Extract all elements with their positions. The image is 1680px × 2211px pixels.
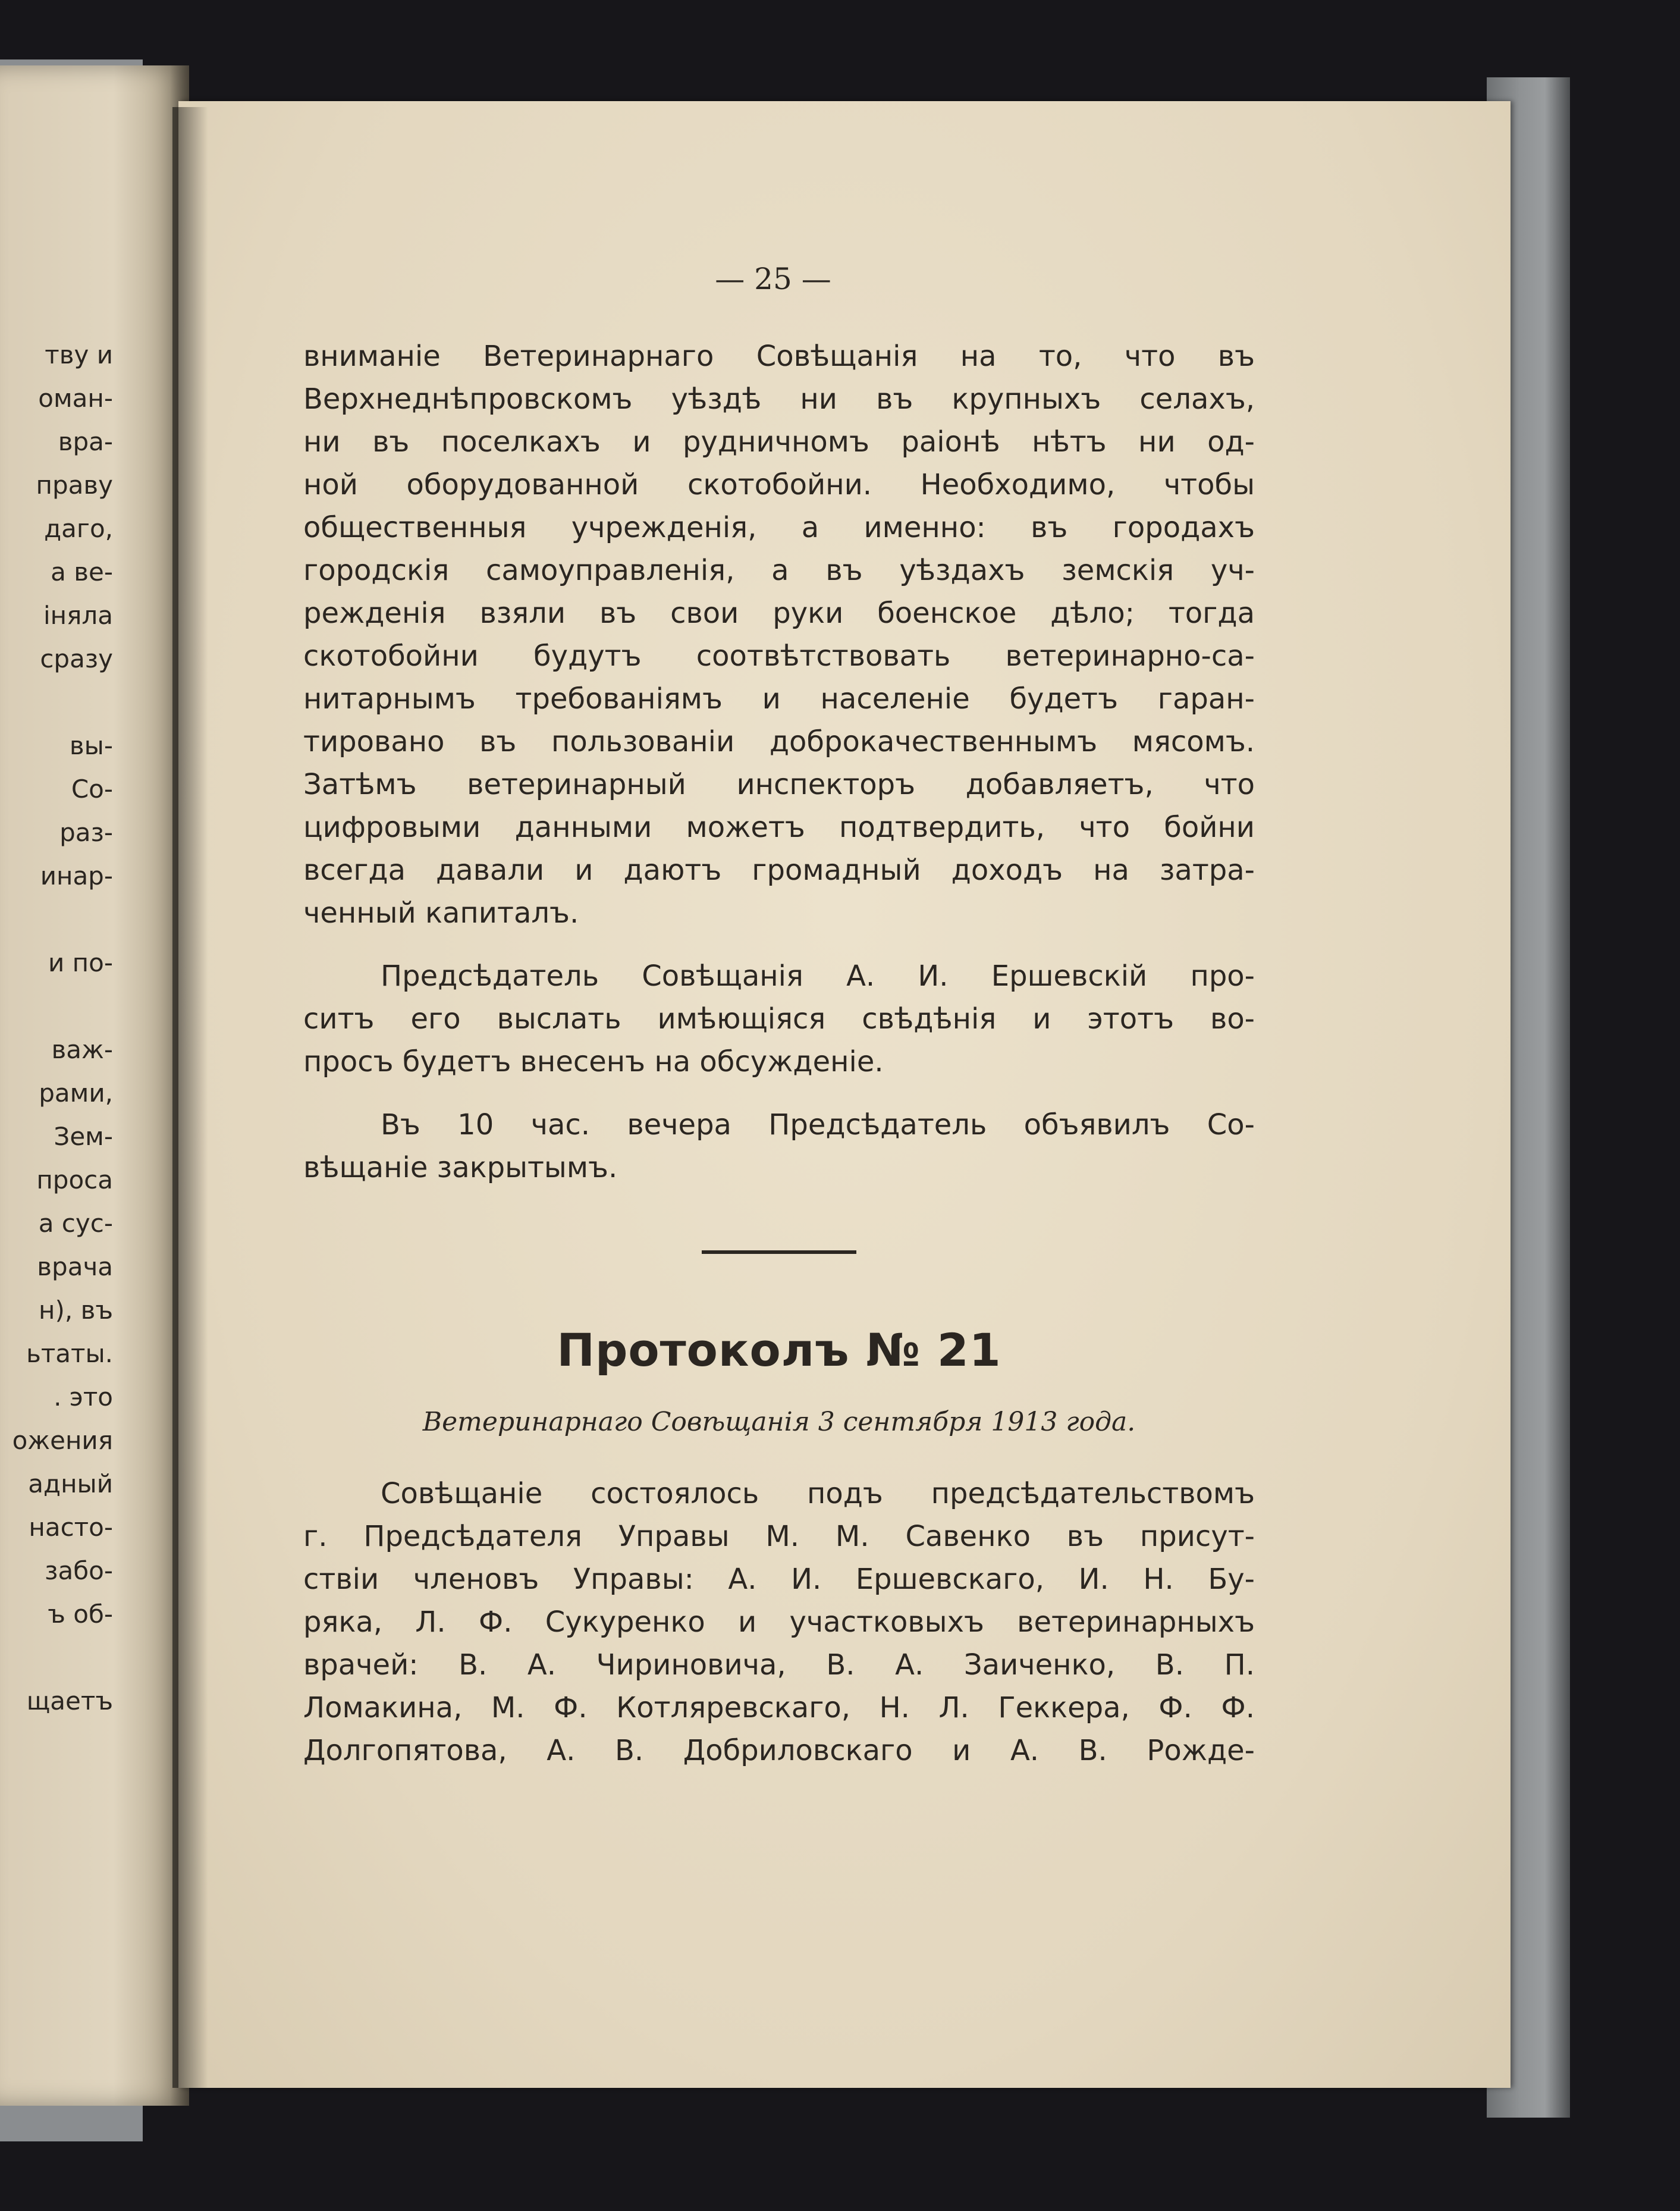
text-line: общественныя учрежденія, а именно: въ городахъ — [303, 511, 1255, 544]
left-fragment: важ- — [51, 1035, 113, 1064]
text-line: тировано въ пользованіи доброкачественнымъ мясомъ. — [303, 725, 1255, 758]
left-fragment: сразу — [40, 644, 113, 673]
left-fragment: забо- — [45, 1556, 113, 1585]
left-fragment: вы- — [69, 731, 113, 760]
text-line: цифровыми данными можетъ подтвердить, что бойни — [303, 811, 1255, 844]
left-fragment: раз- — [59, 818, 113, 847]
left-fragment: щаетъ — [26, 1686, 113, 1716]
left-fragment: Зем- — [54, 1122, 113, 1151]
page-number: — 25 — — [715, 262, 831, 296]
left-fragment: вра- — [58, 427, 113, 456]
text-line: нитарнымъ требованіямъ и населеніе будетъ гаран- — [303, 682, 1255, 716]
text-line: ченный капиталъ. — [303, 896, 579, 930]
text-line: ситъ его выслать имѣющіяся свѣдѣнія и этотъ во- — [303, 1002, 1255, 1036]
left-fragment: праву — [36, 471, 113, 500]
page-gutter-shadow — [172, 107, 208, 2088]
left-fragment: врача — [37, 1252, 113, 1281]
text-line: ствіи членовъ Управы: А. И. Ершевскаго, И. Н. Бу- — [303, 1563, 1255, 1596]
left-fragment: н), въ — [39, 1296, 113, 1325]
text-line: режденія взяли въ свои руки боенское дѣло; тогда — [303, 597, 1255, 630]
left-fragment: адный — [28, 1469, 113, 1498]
left-fragment: а сус- — [38, 1209, 113, 1238]
left-fragment — [0, 1636, 113, 1679]
left-fragment — [0, 898, 113, 941]
left-fragment: іняла — [43, 601, 113, 630]
left-fragment: насто- — [29, 1513, 113, 1542]
left-fragment: дагo, — [44, 514, 113, 543]
text-line: Ломакина, М. Ф. Котляревскаго, Н. Л. Геккера, Ф. Ф. — [303, 1691, 1255, 1724]
left-fragment: и по- — [48, 948, 113, 977]
left-fragment: а ве- — [51, 557, 113, 587]
text-line: просъ будетъ внесенъ на обсужденіе. — [303, 1045, 884, 1078]
text-line: вниманіе Ветеринарнаго Совѣщанія на то, что въ — [303, 340, 1255, 373]
section-divider — [702, 1250, 856, 1254]
left-fragment: ожения — [12, 1426, 113, 1455]
protocol-title: Протоколъ № 21 — [557, 1324, 1001, 1376]
left-fragment: рами, — [39, 1078, 113, 1108]
left-fragment: оман- — [38, 384, 113, 413]
left-page — [0, 65, 189, 2106]
text-line: вѣщаніе закрытымъ. — [303, 1151, 618, 1184]
left-fragment — [0, 984, 113, 1028]
left-fragment: проса — [36, 1165, 113, 1194]
left-page-text — [0, 333, 113, 1723]
text-line: г. Предсѣдателя Управы М. М. Савенко въ присут- — [303, 1520, 1255, 1553]
left-fragment: Со- — [71, 774, 113, 804]
text-line: ни въ поселкахъ и рудничномъ раіонѣ нѣтъ ни од- — [303, 425, 1255, 459]
text-line: врачей: В. А. Чириновича, В. А. Заиченко, В. П. — [303, 1648, 1255, 1682]
text-line: Совѣщаніе состоялось подъ предсѣдательствомъ — [381, 1477, 1255, 1510]
text-line: Верхнеднѣпровскомъ уѣздѣ ни въ крупныхъ селахъ, — [303, 382, 1255, 416]
left-fragment — [0, 680, 113, 724]
left-fragment: ъ об- — [48, 1600, 113, 1629]
text-line: скотобойни будутъ соотвѣтствовать ветеринарно-са- — [303, 639, 1255, 673]
text-line: Затѣмъ ветеринарный инспекторъ добавляетъ, что — [303, 768, 1255, 801]
text-line: городскія самоуправленія, а въ уѣздахъ земскія уч- — [303, 554, 1255, 587]
text-line: ряка, Л. Ф. Сукуренко и участковыхъ ветеринарныхъ — [303, 1605, 1255, 1639]
text-line: Долгопятова, А. В. Добриловскаго и А. В. Рожде- — [303, 1734, 1255, 1767]
left-fragment: . это — [54, 1382, 113, 1412]
text-line: Въ 10 час. вечера Предсѣдатель объявилъ Со- — [381, 1108, 1255, 1141]
left-fragment: ьтаты. — [26, 1339, 113, 1368]
left-fragment: инар- — [40, 861, 113, 890]
text-line: всегда давали и даютъ громадный доходъ на затра- — [303, 854, 1255, 887]
left-fragment: тву и — [45, 340, 113, 369]
text-line: ной оборудованной скотобойни. Необходимо, чтобы — [303, 468, 1255, 501]
text-line: Предсѣдатель Совѣщанія А. И. Ершевскій про- — [381, 959, 1255, 993]
protocol-subtitle: Ветеринарнаго Совѣщанія 3 сентября 1913 года. — [422, 1407, 1136, 1437]
